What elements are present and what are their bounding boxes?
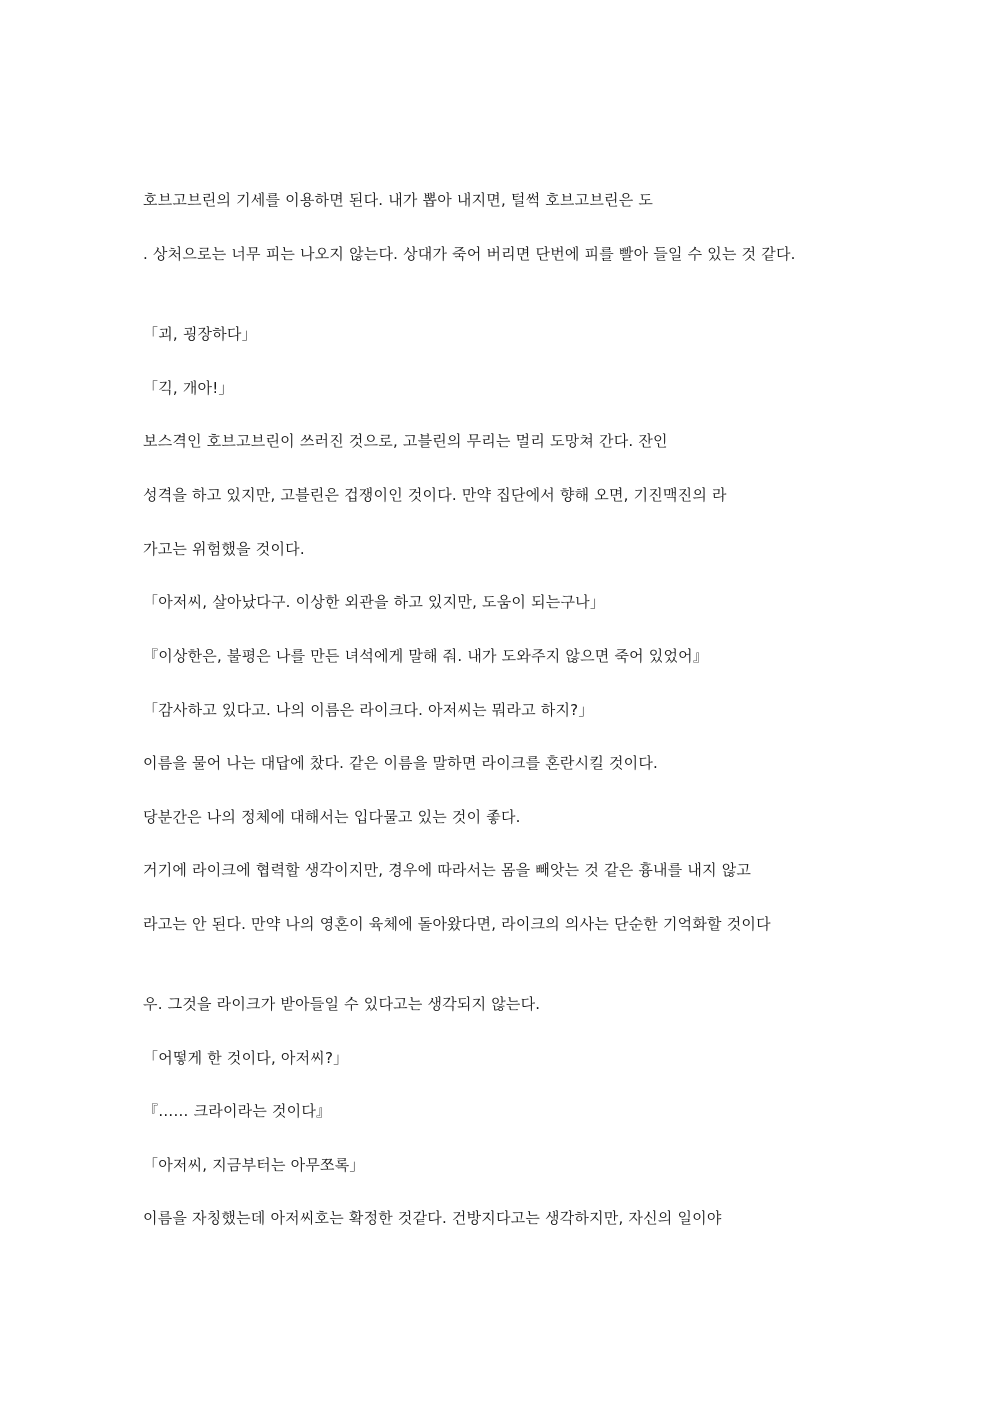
paragraph: 「괴, 굉장하다」 <box>143 325 257 343</box>
paragraph: 「아저씨, 지금부터는 아무쪼록」 <box>143 1156 365 1174</box>
paragraph: 당분간은 나의 정체에 대해서는 입다물고 있는 것이 좋다. <box>143 808 521 826</box>
paragraph: 거기에 라이크에 협력할 생각이지만, 경우에 따라서는 몸을 빼앗는 것 같은 흉내를 내지 않고 <box>143 861 752 879</box>
paragraph: . 상처으로는 너무 피는 나오지 않는다. 상대가 죽어 버리면 단번에 피를 빨아 들일 수 있는 것 같다. <box>143 245 796 263</box>
paragraph: 이름을 물어 나는 대답에 찼다. 같은 이름을 말하면 라이크를 혼란시킬 것이다. <box>143 754 659 772</box>
paragraph: 호브고브린의 기세를 이용하면 된다. 내가 뽑아 내지면, 털썩 호브고브린은 도 <box>143 191 654 209</box>
paragraph: 「어떻게 한 것이다, 아저씨?」 <box>143 1049 349 1067</box>
paragraph: 가고는 위험했을 것이다. <box>143 540 305 558</box>
paragraph: 「아저씨, 살아났다구. 이상한 외관을 하고 있지만, 도움이 되는구나」 <box>143 593 606 611</box>
paragraph: 성격을 하고 있지만, 고블린은 겁쟁이인 것이다. 만약 집단에서 향해 오면, 기진맥진의 라 <box>143 486 727 504</box>
paragraph: 우. 그것을 라이크가 받아들일 수 있다고는 생각되지 않는다. <box>143 995 541 1013</box>
paragraph: 이름을 자칭했는데 아저씨호는 확정한 것같다. 건방지다고는 생각하지만, 자신의 일이야 <box>143 1209 722 1227</box>
paragraph: 『…… 크라이라는 것이다』 <box>143 1102 332 1120</box>
paragraph: 보스격인 호브고브린이 쓰러진 것으로, 고블린의 무리는 멀리 도망쳐 간다. 잔인 <box>143 432 668 450</box>
paragraph: 「감사하고 있다고. 나의 이름은 라이크다. 아저씨는 뭐라고 하지?」 <box>143 701 594 719</box>
paragraph: 「긱, 개아!」 <box>143 379 234 397</box>
paragraph: 라고는 안 된다. 만약 나의 영혼이 육체에 돌아왔다면, 라이크의 의사는 단순한 기억화할 것이다 <box>143 915 771 933</box>
paragraph: 『이상한은, 불평은 나를 만든 녀석에게 말해 줘. 내가 도와주지 않으면 죽어 있었어』 <box>143 647 709 665</box>
